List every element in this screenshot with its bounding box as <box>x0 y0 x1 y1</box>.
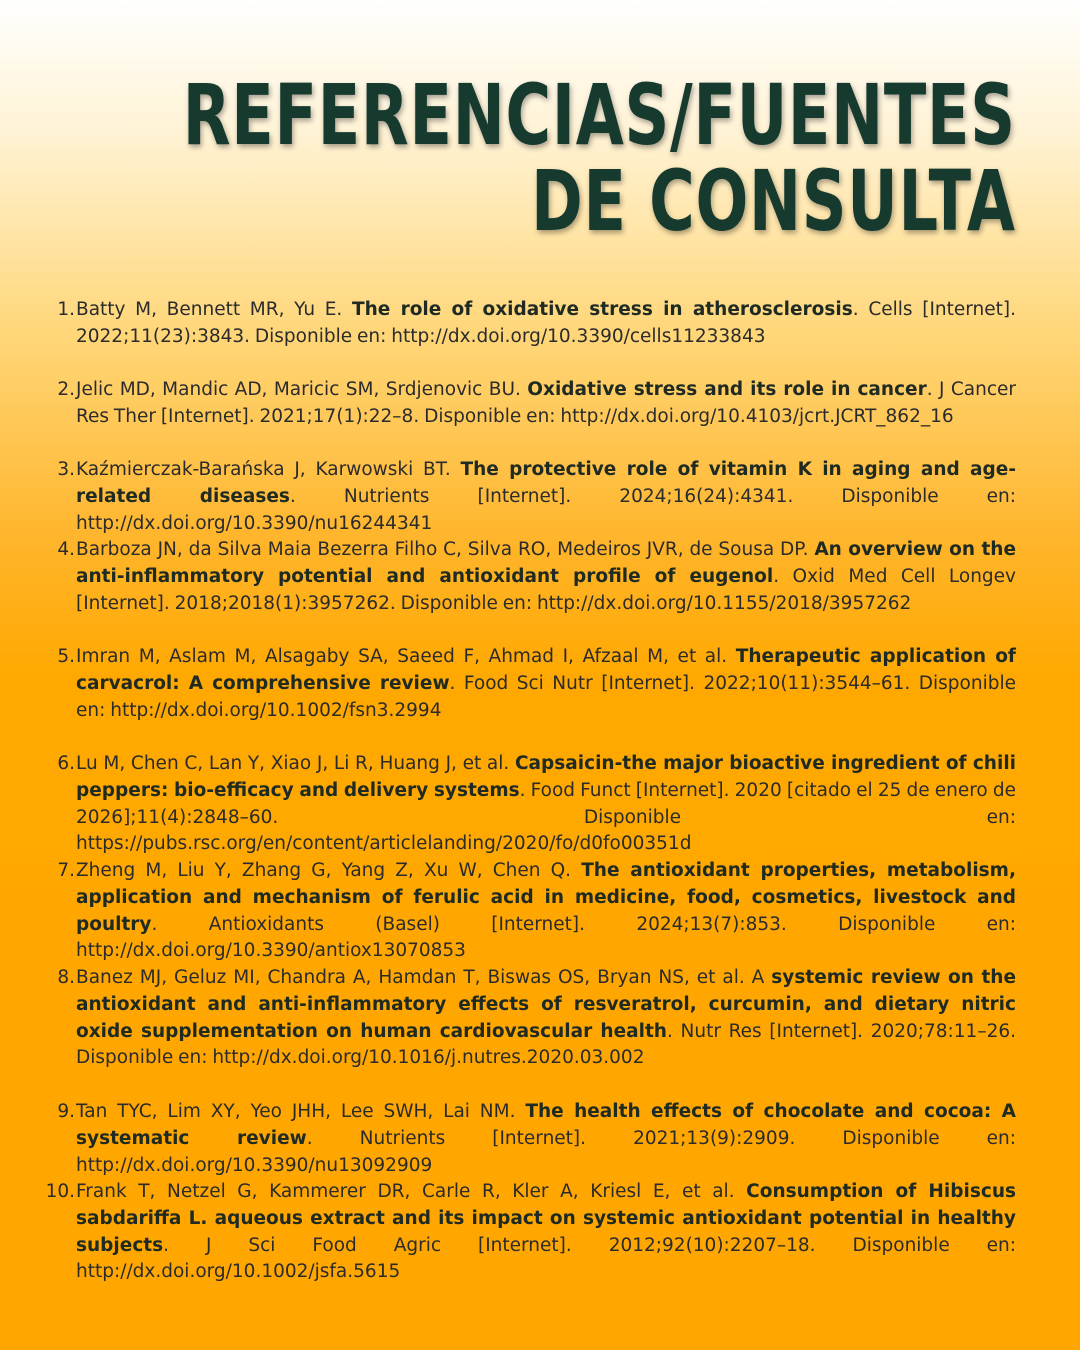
reference-text <box>76 297 1016 351</box>
reference-authors: Imran M, Aslam M, Alsagaby SA, Saeed F, Ahmad I, Afzaal M, et al. <box>76 646 736 667</box>
reference-authors: Banez MJ, Geluz MI, Chandra A, Hamdan T, Biswas OS, Bryan NS, et al. A <box>76 967 772 988</box>
reference-authors: Jelic MD, Mandic AD, Maricic SM, Srdjenovic BU. <box>76 379 528 400</box>
reference-source: . Oxid Med Cell Longev [Internet]. 2018;2018(1):3957262. Disponible en: http://dx.doi.org/10.1155/2018/3957262 <box>76 565 1017 614</box>
reference-article-title: The health effects of chocolate and cocoa: A systematic review <box>76 1101 1016 1149</box>
reference-authors: Frank T, Netzel G, Kammerer DR, Carle R, Kler A, Kriesl E, et al. <box>76 1181 747 1202</box>
reference-article-title: An overview on the anti-inflammatory potential and antioxidant profile of eugenol <box>76 539 1017 587</box>
reference-article-title: The antioxidant properties, metabolism, application and mechanism of ferulic acid in medicine, food, cosmetics, livestock and poultry <box>76 860 1016 935</box>
reference-text <box>76 537 1016 617</box>
reference-text <box>76 377 1016 431</box>
title-line-1: REFERENCIAS/FUENTES <box>182 66 1016 164</box>
reference-number: 10. <box>45 1181 75 1202</box>
reference-source: . Nutrients [Internet]. 2024;16(24):4341. Disponible en: http://dx.doi.org/10.3390/nu16244341 <box>76 485 1016 534</box>
reference-source: . Cells [Internet]. 2022;11(23):3843. Disponible en: http://dx.doi.org/10.3390/cells11233843 <box>76 299 1016 347</box>
reference-number: 2. <box>57 379 75 400</box>
reference-source: . Nutrients [Internet]. 2021;13(9):2909. Disponible en: http://dx.doi.org/10.3390/nu13092909 <box>76 1127 1016 1176</box>
reference-authors: Batty M, Bennett MR, Yu E. <box>76 299 352 320</box>
reference-text <box>76 965 1016 1072</box>
reference-number: 3. <box>57 459 75 480</box>
reference-authors: Lu M, Chen C, Lan Y, Xiao J, Li R, Huang J, et al. <box>76 753 515 774</box>
reference-text <box>76 457 1016 537</box>
reference-source: . Nutr Res [Internet]. 2020;78:11–26. Disponible en: http://dx.doi.org/10.1016/j.nutres.2020.03.002 <box>76 1020 1016 1069</box>
reference-number: 1. <box>57 299 75 320</box>
reference-article-title: Oxidative stress and its role in cancer <box>527 379 927 400</box>
reference-authors: Barboza JN, da Silva Maia Bezerra Filho C, Silva RO, Medeiros JVR, de Sousa DP. <box>76 539 815 560</box>
reference-article-title: systemic review on the antioxidant and anti-inflammatory effects of resveratrol, curcumin, and dietary nitric oxide supplementation on human cardiovascular health <box>76 967 1017 1042</box>
title-line-2: DE CONSULTA <box>531 152 1016 250</box>
reference-number: 4. <box>57 539 75 560</box>
reference-article-title: Therapeutic application of carvacrol: A comprehensive review <box>76 646 1016 694</box>
reference-source: . Food Funct [Internet]. 2020 [citado el 25 de enero de 2026];11(4):2848–60. Disponible en: https://pubs.rsc.org/en/content/articlelanding/2020/fo/d0fo00351d <box>76 779 1016 855</box>
reference-article-title: Consumption of Hibiscus sabdariffa L. aqueous extract and its impact on systemic antioxidant potential in healthy subjects <box>76 1181 1017 1256</box>
reference-authors: Kaźmierczak-Barańska J, Karwowski BT. <box>76 459 461 480</box>
reference-number: 8. <box>57 967 75 988</box>
reference-authors: Zheng M, Liu Y, Zhang G, Yang Z, Xu W, Chen Q. <box>76 860 582 881</box>
reference-source: . J Sci Food Agric [Internet]. 2012;92(10):2207–18. Disponible en: http://dx.doi.org/10.1002/jsfa.5615 <box>76 1234 1016 1283</box>
reference-article-title: The role of oxidative stress in atherosclerosis <box>352 299 853 320</box>
reference-authors: Tan TYC, Lim XY, Yeo JHH, Lee SWH, Lai NM. <box>76 1101 526 1122</box>
reference-text <box>76 644 1016 724</box>
reference-text <box>76 751 1016 858</box>
reference-article-title: The protective role of vitamin K in aging and age-related diseases <box>76 459 1016 507</box>
reference-number: 6. <box>57 753 75 774</box>
reference-source: . J Cancer Res Ther [Internet]. 2021;17(1):22–8. Disponible en: http://dx.doi.org/10.4103/jcrt.JCRT_862_16 <box>76 379 1016 427</box>
reference-text <box>76 1099 1016 1179</box>
reference-text <box>76 1179 1016 1286</box>
reference-text <box>76 858 1016 965</box>
page-title <box>182 66 1016 250</box>
reference-number: 9. <box>57 1101 75 1122</box>
reference-number: 5. <box>57 646 75 667</box>
reference-article-title: Capsaicin-the major bioactive ingredient of chili peppers: bio-efficacy and delivery systems <box>76 753 1016 801</box>
reference-source: . Antioxidants (Basel) [Internet]. 2024;13(7):853. Disponible en: http://dx.doi.org/10.3390/antiox13070853 <box>76 913 1016 962</box>
reference-source: . Food Sci Nutr [Internet]. 2022;10(11):3544–61. Disponible en: http://dx.doi.org/10.1002/fsn3.2994 <box>76 672 1017 721</box>
reference-number: 7. <box>57 860 75 881</box>
